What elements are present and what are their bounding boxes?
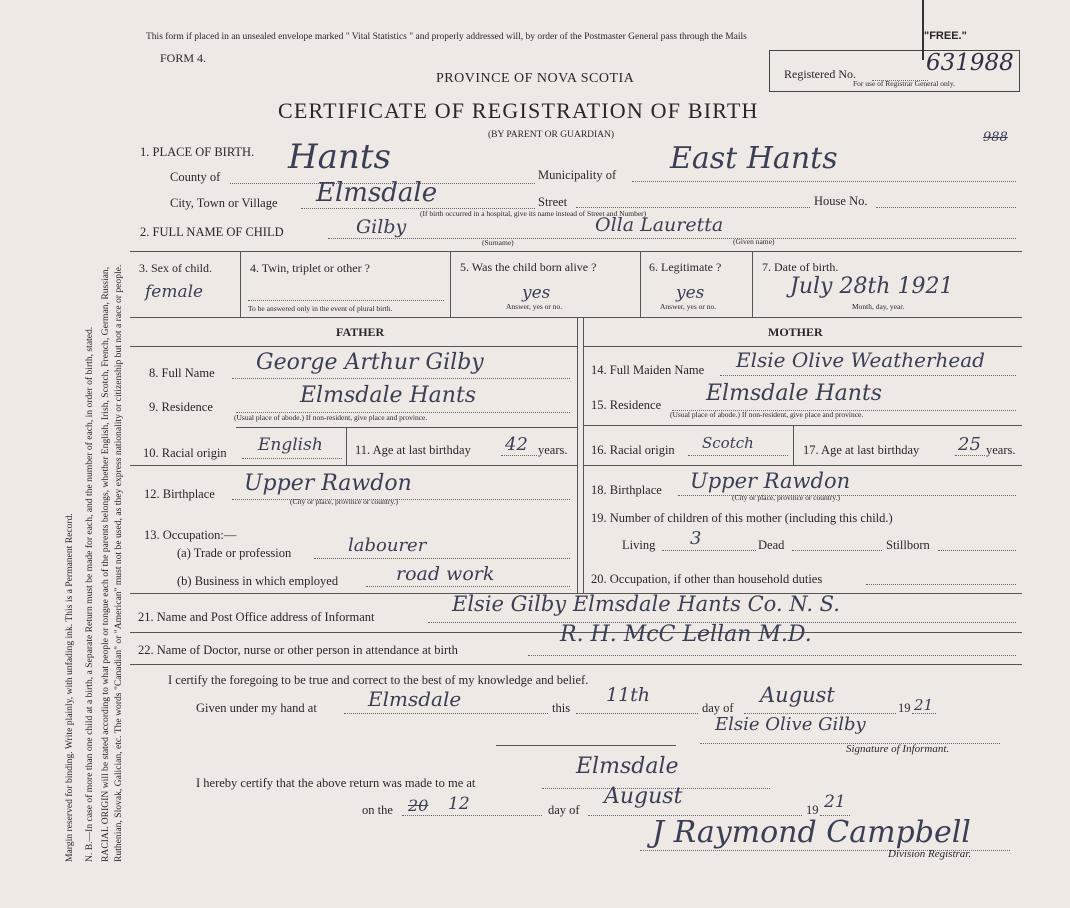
father-name-label: 8. Full Name bbox=[149, 366, 215, 380]
mother-heading: MOTHER bbox=[768, 325, 823, 339]
doctor-label: 22. Name of Doctor, nurse or other person in attendance at birth bbox=[138, 643, 458, 657]
registrar-text: I hereby certify that the above return was made to me at bbox=[196, 776, 476, 790]
business-label: (b) Business in which employed bbox=[177, 574, 339, 588]
date-of-birth-value: July 28th 1921 bbox=[790, 274, 954, 299]
born-alive-value: yes bbox=[522, 283, 551, 303]
born-alive-note: Answer, yes or no. bbox=[506, 302, 563, 311]
certificate-title: CERTIFICATE OF REGISTRATION OF BIRTH bbox=[278, 98, 759, 123]
legitimate-label: 6. Legitimate ? bbox=[649, 260, 722, 274]
given-name-note: (Given name) bbox=[733, 237, 775, 246]
trade-label: (a) Trade or profession bbox=[177, 546, 292, 560]
mother-name-label: 14. Full Maiden Name bbox=[591, 363, 705, 377]
living-value: 3 bbox=[690, 528, 702, 549]
municipality-value: East Hants bbox=[670, 141, 838, 176]
mail-note: This form if placed in an unsealed envelope marked " Vital Statistics " and properly addressed will, by order of the Postmaster General pass through the Mails bbox=[146, 32, 747, 42]
informant-signature-label: Signature of Informant. bbox=[846, 743, 950, 755]
father-age-years: years. bbox=[538, 443, 568, 457]
father-racial-label: 10. Racial origin bbox=[143, 446, 227, 460]
born-alive-label: 5. Was the child born alive ? bbox=[460, 260, 597, 274]
father-name-value: George Arthur Gilby bbox=[256, 350, 484, 375]
father-birthplace-note: (City or place, province or country.) bbox=[290, 497, 399, 506]
living-label: Living bbox=[622, 538, 656, 552]
trade-value: labourer bbox=[348, 535, 427, 556]
street-label: Street bbox=[538, 195, 568, 209]
legitimate-note: Answer, yes or no. bbox=[660, 302, 717, 311]
registrar-dayof-label: day of bbox=[548, 803, 580, 817]
registrar-day: 12 bbox=[448, 794, 470, 814]
province-heading: PROVINCE OF NOVA SCOTIA bbox=[436, 71, 635, 86]
mother-birthplace-value: Upper Rawdon bbox=[690, 469, 851, 493]
house-number-label: House No. bbox=[814, 194, 868, 208]
certify-dayof-label: day of bbox=[702, 701, 734, 715]
dead-label: Dead bbox=[758, 538, 785, 552]
margin-racial-note-2: Ruthenian, Slovak, Galician, etc. The words "Canadian" or "American" must not be used, as they express nationality or citizenship but not a race or people. bbox=[113, 264, 124, 862]
registrar-signature: J Raymond Campbell bbox=[652, 815, 971, 850]
twin-note: To be answered only in the event of plural birth. bbox=[248, 304, 393, 313]
father-age-value: 42 bbox=[505, 434, 528, 455]
registered-number: 631988 bbox=[926, 50, 1014, 76]
child-name-label: 2. FULL NAME OF CHILD bbox=[140, 225, 284, 239]
father-residence-value: Elmsdale Hants bbox=[300, 383, 477, 408]
certify-year-prefix: 19 bbox=[898, 701, 911, 715]
registrar-place: Elmsdale bbox=[576, 754, 679, 779]
margin-notes bbox=[0, 0, 128, 908]
mother-residence-value: Elmsdale Hants bbox=[706, 381, 883, 406]
mother-racial-value: Scotch bbox=[702, 434, 754, 452]
mother-residence-note: (Usual place of abode.) If non-resident, give place and province. bbox=[670, 410, 864, 419]
margin-binding-note: Margin reserved for binding. Write plainly, with unfading ink. This is a Permanent Record. bbox=[64, 513, 75, 862]
informant-signature: Elsie Olive Gilby bbox=[715, 714, 866, 735]
occupation-label: 13. Occupation:— bbox=[144, 528, 237, 542]
margin-nb-note: N. B.—In case of more than one child at a birth, a Separate Return must be made for each, and the number of each, in order of birth, stated. bbox=[84, 326, 95, 862]
business-value: road work bbox=[396, 563, 495, 585]
given-under-label: Given under my hand at bbox=[196, 701, 317, 715]
struck-corner-number: 988 bbox=[983, 130, 1008, 145]
mother-name-value: Elsie Olive Weatherhead bbox=[736, 348, 985, 372]
father-age-label: 11. Age at last birthday bbox=[355, 443, 471, 457]
informant-label: 21. Name and Post Office address of Informant bbox=[138, 610, 375, 624]
registrar-day-struck: 20 bbox=[408, 796, 429, 815]
county-label: County of bbox=[170, 170, 221, 184]
child-surname: Gilby bbox=[356, 216, 407, 238]
place-of-birth-label: 1. PLACE OF BIRTH. bbox=[140, 145, 255, 159]
mother-birthplace-label: 18. Birthplace bbox=[591, 483, 662, 497]
father-residence-note: (Usual place of abode.) If non-resident, give place and province. bbox=[234, 413, 428, 422]
sex-value: female bbox=[145, 282, 204, 302]
certify-day: 11th bbox=[606, 684, 651, 706]
certify-place: Elmsdale bbox=[368, 687, 462, 711]
father-heading: FATHER bbox=[336, 325, 385, 339]
form-number: FORM 4. bbox=[160, 51, 207, 65]
father-birthplace-label: 12. Birthplace bbox=[144, 487, 215, 501]
father-birthplace-value: Upper Rawdon bbox=[244, 471, 412, 496]
city-label: City, Town or Village bbox=[170, 196, 278, 210]
doctor-value: R. H. McC Lellan M.D. bbox=[560, 622, 812, 647]
stillborn-label: Stillborn bbox=[886, 538, 930, 552]
sex-label: 3. Sex of child. bbox=[139, 261, 212, 275]
hospital-note: (If birth occurred in a hospital, give its name instead of Street and Number) bbox=[420, 209, 647, 218]
children-count-label: 19. Number of children of this mother (including this child.) bbox=[591, 511, 893, 525]
informant-value: Elsie Gilby Elmsdale Hants Co. N. S. bbox=[452, 592, 840, 616]
registrar-signature-label: Division Registrar. bbox=[888, 848, 972, 860]
registrar-on-label: on the bbox=[362, 803, 393, 817]
certify-this-label: this bbox=[552, 701, 571, 715]
margin-racial-note-1: RACIAL ORIGIN will be stated according to what people or tongue each of the parents belongs, whether English, Irish, Scotch, French, German, Russian, bbox=[100, 266, 111, 862]
date-of-birth-note: Month, day, year. bbox=[852, 302, 905, 311]
county-value: Hants bbox=[288, 137, 391, 177]
child-given-name: Olla Lauretta bbox=[595, 214, 724, 236]
date-of-birth-label: 7. Date of birth. bbox=[762, 260, 839, 274]
legitimate-value: yes bbox=[676, 283, 705, 303]
surname-note: (Surname) bbox=[482, 238, 514, 247]
mother-occupation-label: 20. Occupation, if other than household duties bbox=[591, 572, 823, 586]
father-racial-value: English bbox=[258, 435, 323, 455]
certificate-subtitle: (BY PARENT OR GUARDIAN) bbox=[488, 130, 615, 140]
registrar-year: 21 bbox=[824, 792, 846, 812]
mother-age-label: 17. Age at last birthday bbox=[803, 443, 920, 457]
registered-number-label: Registered No. bbox=[784, 67, 856, 81]
municipality-label: Municipality of bbox=[538, 168, 617, 182]
certify-year: 21 bbox=[914, 696, 934, 714]
mother-birthplace-note: (City or place, province or country.) bbox=[732, 493, 841, 502]
certify-month: August bbox=[760, 683, 835, 707]
city-value: Elmsdale bbox=[316, 178, 438, 208]
mother-racial-label: 16. Racial origin bbox=[591, 443, 675, 457]
registrar-year-prefix: 19 bbox=[806, 803, 819, 817]
registrar-month: August bbox=[604, 784, 683, 809]
mother-age-value: 25 bbox=[958, 434, 981, 455]
mother-age-years: years. bbox=[986, 443, 1016, 457]
mother-residence-label: 15. Residence bbox=[591, 398, 662, 412]
twin-label: 4. Twin, triplet or other ? bbox=[250, 261, 370, 275]
certify-text: I certify the foregoing to be true and correct to the best of my knowledge and belief. bbox=[168, 673, 589, 687]
free-label: "FREE." bbox=[924, 30, 967, 42]
father-residence-label: 9. Residence bbox=[149, 400, 213, 414]
registrar-general-note: For use of Registrar General only. bbox=[853, 79, 955, 88]
